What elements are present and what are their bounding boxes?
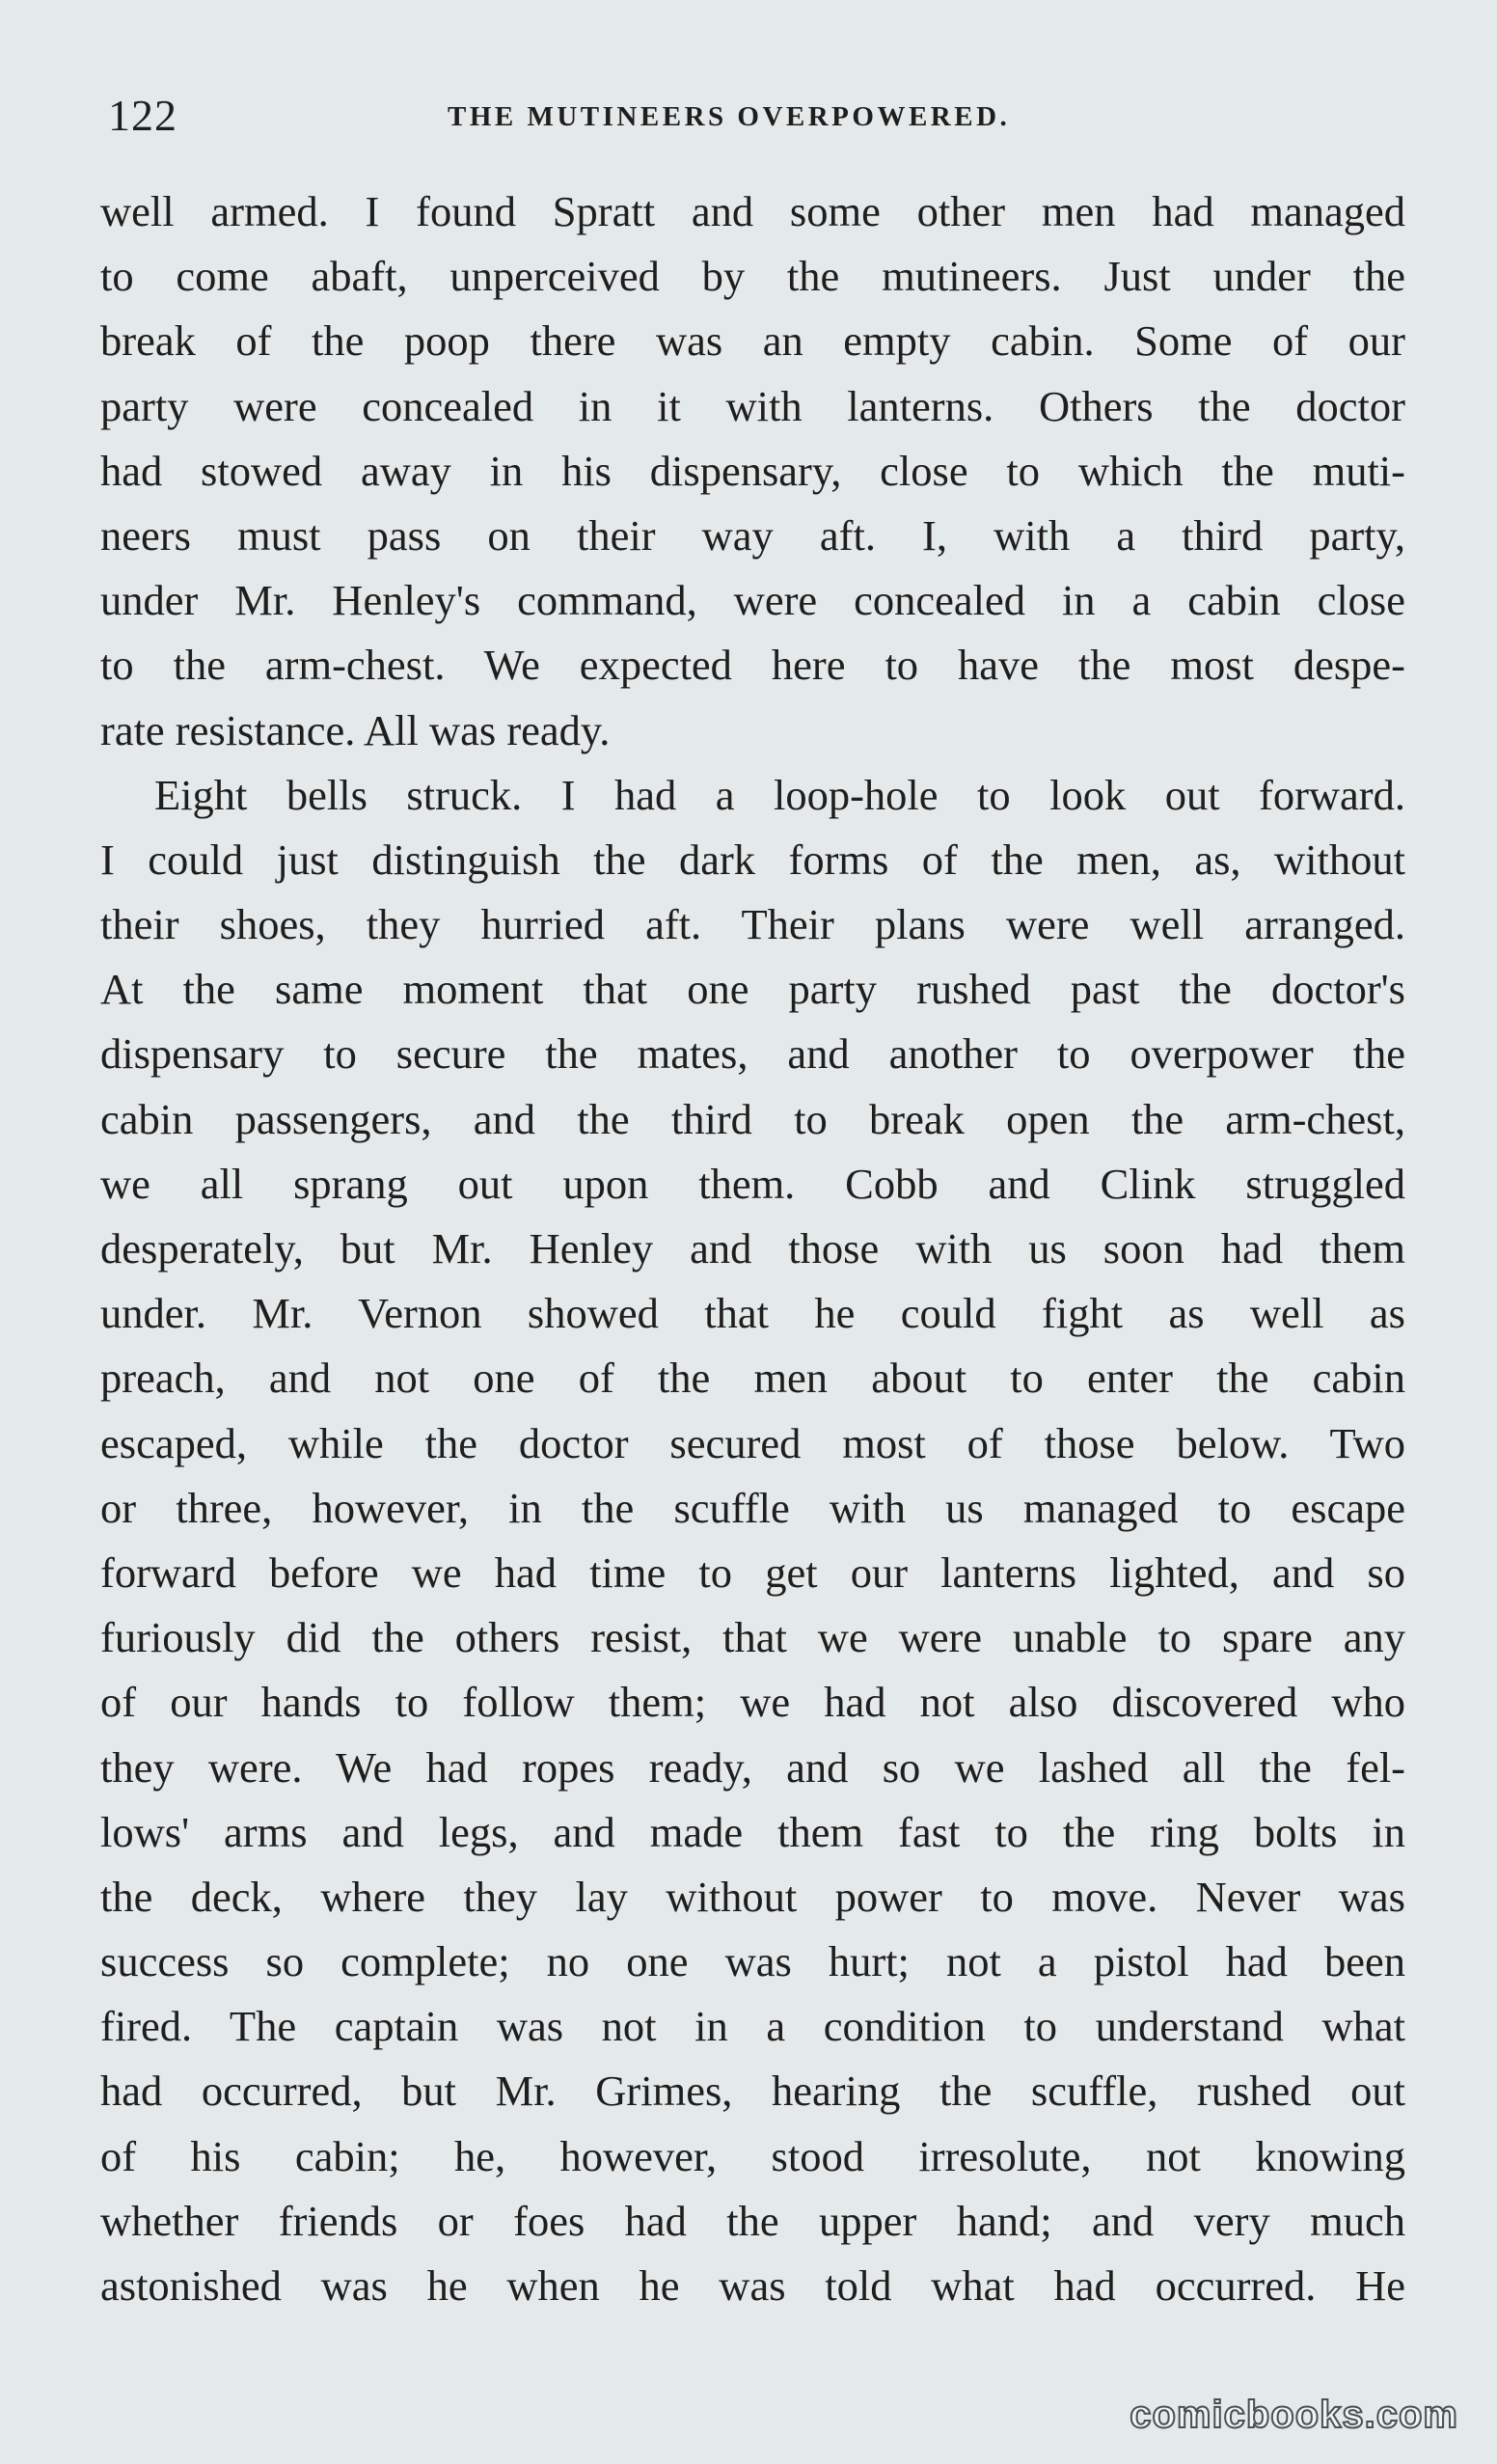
- watermark: comicbooks.com: [1130, 2394, 1458, 2436]
- text-line: under. Mr. Vernon showed that he could fight as well as: [100, 1289, 1405, 1338]
- text-line: party were concealed in it with lanterns. Others the doctor: [100, 381, 1405, 430]
- page-number: 122: [108, 91, 177, 140]
- text-line: cabin passengers, and the third to break open the arm-chest,: [100, 1094, 1405, 1143]
- text-line: their shoes, they hurried aft. Their plans were well arranged.: [100, 900, 1405, 949]
- text-line: rate resistance. All was ready.: [100, 705, 611, 754]
- text-line: I could just distinguish the dark forms of the men, as, without: [100, 835, 1405, 884]
- text-line: neers must pass on their way aft. I, with a third party,: [100, 510, 1405, 560]
- text-line: under Mr. Henley's command, were concealed in a cabin close: [100, 576, 1405, 625]
- text-line: of his cabin; he, however, stood irresolute, not knowing: [100, 2131, 1405, 2180]
- text-line: had occurred, but Mr. Grimes, hearing the scuffle, rushed out: [100, 2067, 1405, 2116]
- text-line: furiously did the others resist, that we were unable to spare any: [100, 1613, 1405, 1662]
- text-line: they were. We had ropes ready, and so we lashed all the fel-: [100, 1742, 1405, 1792]
- body-text: [100, 179, 1405, 2318]
- text-line: success so complete; no one was hurt; not a pistol had been: [100, 1937, 1405, 1986]
- text-line: At the same moment that one party rushed past the doctor's: [100, 965, 1405, 1014]
- text-line: forward before we had time to get our lanterns lighted, and so: [100, 1547, 1405, 1597]
- text-line: to the arm-chest. We expected here to have the most despe-: [100, 641, 1405, 690]
- text-line: astonished was he when he was told what had occurred. He: [100, 2261, 1405, 2310]
- text-line: escaped, while the doctor secured most of those below. Two: [100, 1418, 1405, 1467]
- text-line: Eight bells struck. I had a loop-hole to look out forward.: [154, 770, 1405, 819]
- text-line: had stowed away in his dispensary, close to which the muti-: [100, 446, 1405, 495]
- text-line: well armed. I found Spratt and some other men had managed: [100, 187, 1405, 235]
- text-line: lows' arms and legs, and made them fast to the ring bolts in: [100, 1807, 1405, 1856]
- text-line: dispensary to secure the mates, and another to overpower the: [100, 1029, 1405, 1079]
- page-header: [108, 89, 1405, 143]
- text-line: fired. The captain was not in a condition to understand what: [100, 2002, 1405, 2051]
- text-line: break of the poop there was an empty cabin. Some of our: [100, 316, 1405, 366]
- text-line: the deck, where they lay without power to move. Never was: [100, 1872, 1405, 1921]
- text-line: whether friends or foes had the upper hand; and very much: [100, 2196, 1405, 2245]
- text-line: of our hands to follow them; we had not also discovered who: [100, 1678, 1405, 1727]
- text-line: preach, and not one of the men about to enter the cabin: [100, 1354, 1405, 1403]
- text-line: we all sprang out upon them. Cobb and Clink struggled: [100, 1159, 1405, 1208]
- text-line: desperately, but Mr. Henley and those with us soon had them: [100, 1224, 1405, 1273]
- running-title: THE MUTINEERS OVERPOWERED.: [448, 101, 1011, 132]
- text-line: to come abaft, unperceived by the mutineers. Just under the: [100, 252, 1405, 301]
- text-line: or three, however, in the scuffle with us managed to escape: [100, 1483, 1405, 1532]
